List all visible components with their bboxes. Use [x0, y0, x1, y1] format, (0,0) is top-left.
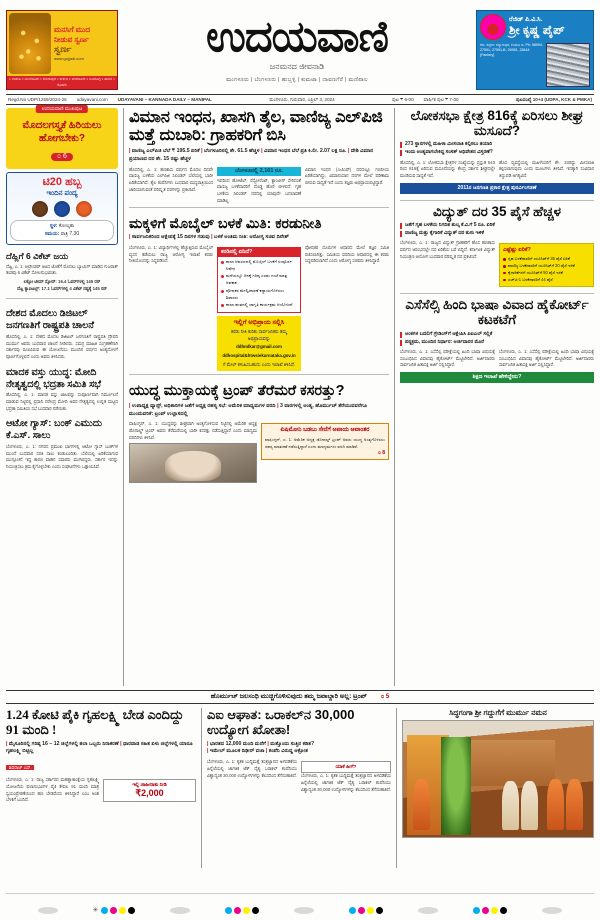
newspaper-editions: ಮಂಗಳೂರು | ಬೆಂಗಳೂರು | ಹುಬ್ಬಳ್ಳಿ | ಕುಮಟಾ | ದಾವಣಗೆರೆ | ಮಣಿಪಾಲ: [226, 77, 368, 83]
mid3-body-1: ವಾಷಿಂಗ್ಟನ್, ಎ. 1: ಯುದ್ಧವನ್ನು ಶೀಘ್ರವಾಗಿ ಅಂತ್ಯಗೊಳಿಸುವ ನಿಟ್ಟಿನಲ್ಲಿ ಅಮೆರಿಕ ಅಧ್ಯಕ್ಷ ಡೊನಾಲ್ಡ್ ಟ್ರಂಪ್ ಅವರು ತೆರೆಮರೆಯಲ್ಲಿ ಭಾರೀ ಕಸರತ್ತು ನಡೆಸುತ್ತಿದ್ದಾರೆ ಎಂದು ಮಾಧ್ಯಮ ವರದಿಗಳು ತಿಳಿಸಿವೆ.: [129, 421, 257, 440]
right-story-1-bullets: [400, 141, 594, 157]
mid2-sub-2: ಬಳಕೆ ಅಂತಿಮ ನೀತಿ: ಆರೋಗ್ಯ ಸಚಿವ ದಿನೇಶ್: [213, 234, 290, 241]
lead-sub-2: ಬೆಂಗಳೂರಿನಲ್ಲಿ ಶೇ. 61.5 ಹೆಚ್ಚಳ: [204, 147, 260, 154]
classified-ad-box[interactable]: [103, 779, 196, 802]
yellow-dot-icon: [367, 907, 374, 914]
cyan-dot-icon: [349, 907, 356, 914]
lead-price-tag: ಬೆಂಗಳೂರಲ್ಲಿ 2,161 ರೂ.: [217, 167, 301, 176]
mid-story-3-headline: ಯುದ್ಧ ಮುಕ್ತಾಯಕ್ಕೆ ಟ್ರಂಪ್ ತೆರೆಮರೆ ಕಸರತ್ತು?: [129, 383, 345, 400]
photo-figure-dignitary: [502, 781, 519, 830]
left-story-3-headline: ಮಾದಕ ವಸ್ತು ಯುದ್ಧ: ಮೋದಿ ನೇತೃತ್ವದಲ್ಲಿ ಭದ್ರತಾ ಸಮಿತಿ ಸಭೆ: [6, 366, 102, 390]
left-column: [6, 108, 118, 686]
mid-story-2-subheads: | ಸಾರ್ವಜನಿಕರಿಂದ ಆಕ್ಷೇಪಕ್ಕೆ 15 ದಿನಗಳ ಗಡುವು | ಬಳಕೆ ಅಂತಿಮ ನೀತಿ: ಆರೋಗ್ಯ ಸಚಿವ ದಿನೇಶ್: [129, 234, 290, 241]
place-date: ಮಂಗಳೂರು, ಗುರುವಾರ, ಎಪ್ರಿಲ್ 3, 2024: [269, 97, 335, 102]
photo-figure-monk-1: [547, 779, 564, 830]
bottom-story-1-byline: ಶಿವರಾಜ್ ಎಸ್.: [6, 765, 34, 770]
r3-body-1: ಬೆಂಗಳೂರು, ಎ. 1: ಎಸೆಸೆಲ್ಸಿ ಪರೀಕ್ಷೆಯಲ್ಲಿ ಹಿಂದಿ ಭಾಷಾ ವಿಷಯಕ್ಕೆ ಸಂಬಂಧಿಸಿದ ವಿವಾದವು ಹೈಕೋರ್ಟ್ ಮೆಟ್ಟಿಲೇರಿದೆ. ಅರ್ಜಿದಾರರು ಸಾರ್ವಜನಿಕ ಹಿತಾಸಕ್ತಿ ಅರ್ಜಿ ಸಲ್ಲಿಸಿದ್ದಾರೆ.: [400, 349, 495, 368]
promo-headline: ಮೊದಲಗಸ್ತ್ಯಕೆ ಹಿರಿಯಲು ಹೋಗಬೇಕು?: [22, 120, 102, 144]
left-story-1-sub2: ದೆಹ್ಲಿ ಕ್ಯಾಪಿಟಲ್ಸ್: 17.1 ಓವರ್‌ಗಳಲ್ಲಿ 4 ವಿಕೆಟ್ ನಷ್ಟಕ್ಕೆ 145 ರನ್: [17, 285, 107, 291]
info-bar: [6, 94, 594, 105]
draft-item: ಪೋಷಕರ ಮೇಲ್ವಿಚಾರಣೆ ಕಡ್ಡಾಯಗೊಳಿಸಲು ಶಿಫಾರಸು: [221, 288, 297, 301]
lead-body-1: ಹೊಸದಿಲ್ಲಿ, ಎ. 1: ಹಣಕಾಸು ವರ್ಷದ ಮೊದಲ ದಿನವೇ ವಾಣಿಜ್ಯ ಬಳಕೆಯ ಎಲ್‌ಪಿಜಿ ಸಿಲಿಂಡರ್ ಬೆಲೆಯಲ್ಲಿ ಭಾರೀ ಏರಿಕೆಯಾಗಿದೆ. ತೈಲ ಕಂಪೆನಿಗಳು ಬುಧವಾರ ಮಧ್ಯರಾತ್ರಿಯಿಂದ ಜಾರಿಯಾಗುವಂತೆ ಪರಿಷ್ಕೃತ ದರಗಳನ್ನು ಪ್ರಕಟಿಸಿವೆ.: [129, 166, 213, 192]
registration-oval-icon: [418, 907, 438, 914]
bottom-story-1[interactable]: [6, 708, 196, 868]
r3-body-2: ಬೆಂಗಳೂರು, ಎ. 1: ಎಸೆಸೆಲ್ಸಿ ಪರೀಕ್ಷೆಯಲ್ಲಿ ಹಿಂದಿ ಭಾಷಾ ವಿಷಯಕ್ಕೆ ಸಂಬಂಧಿಸಿದ ವಿವಾದವು ಹೈಕೋರ್ಟ್ ಮೆಟ್ಟಿಲೇರಿದೆ. ಅರ್ಜಿದಾರರು ಸಾರ್ವಜನಿಕ ಹಿತಾಸಕ್ತಿ ಅರ್ಜಿ ಸಲ್ಲಿಸಿದ್ದಾರೆ.: [499, 349, 594, 368]
divider: [129, 207, 389, 208]
mid-story-3[interactable]: [129, 378, 389, 485]
bottom-story-2[interactable]: [201, 708, 391, 868]
tariff-box-title: ಎಷ್ಟೆಷ್ಟು ಏರಿಕೆ?: [503, 247, 531, 254]
right-story-3-bullets: [400, 331, 594, 347]
mid3-sub-2: 3 ವಾರಗಳಲ್ಲಿ ಅಂತ್ಯ, ಹೊರ್ಮುಚ್ ತೆರೆಯುವವರೆಗೂ ಮುಂದುವರಿಕೆ: ಟ್ರಂಪ್ ಉಲ್ಲಾಸದಲ್ಲಿ: [129, 402, 368, 417]
mid3-sub-1: ಉಪಾಧ್ಯಕ್ಷ ವ್ಯಾನ್ಸ್, ಅಧಿಕಾರಿಗಳ ಜತೆಗೆ ಅಧ್ಯಕ್ಷ ರಹಸ್ಯ ಸಭೆ: ಅಮೆರಿಕ ಮಾಧ್ಯಮಗಳ ವರದಿ: [131, 402, 276, 409]
t20-title: ಟಿ20 ಹಬ್ಬ: [42, 176, 82, 188]
trump-portrait-photo: [129, 443, 257, 483]
tariff-item: ಗೃಹ ಬಳಕೆದಾರರಿಗೆ ಯೂನಿಟ್‌ಗೆ 35 ಪೈಸೆ ಏರಿಕೆ: [503, 256, 590, 263]
masthead: [6, 4, 594, 90]
lead-story-columns: [129, 167, 389, 205]
side-story-page: ೦ 8: [378, 450, 385, 457]
photo-figure-guest: [521, 781, 538, 830]
main-content-grid: [6, 108, 594, 686]
lead-sub-3: ವಿಮಾನ ಇಂಧನ ಬೆಲೆ ಪ್ರತಿ ಕಿ.ಲೀ. 2.07 ಲಕ್ಷ ರೂ.: [263, 147, 347, 154]
left-story-3[interactable]: [6, 364, 118, 413]
divider: [129, 374, 389, 375]
photo-figure-saint: [413, 779, 430, 830]
mid2-sub-1: ಸಾರ್ವಜನಿಕರಿಂದ ಆಕ್ಷೇಪಕ್ಕೆ 15 ದಿನಗಳ ಗಡುವು: [131, 234, 210, 241]
t20-venue-label: ಸ್ಥಳ:: [49, 223, 58, 229]
feedback-note: ಗೆ ಮೇಲ್ ಕಳುಹಿಸಬಹುದು ಎಂದು ಇಲಾಖೆ ತಿಳಿಸಿದೆ.: [222, 361, 296, 367]
team-logo-3-icon: [76, 201, 92, 217]
bottom-story-2-headline: ಎಐ ಆಘಾತ: ಒರಾಕಲ್‌ನ 30,000 ಉದ್ಯೋಗ ಖೋತಾ!: [207, 707, 355, 737]
promo-page-number: ೦ 6: [51, 153, 73, 161]
right-story-2-bullets: [400, 222, 594, 238]
tariff-list: [503, 256, 590, 283]
b2-body-2: ಬೆಂಗಳೂರು, ಎ. 1: ಕೃತಕ ಬುದ್ಧಿಮತ್ತೆ ತಂತ್ರಜ್ಞಾನದ ಅಳವಡಿಕೆಯ ಹಿನ್ನೆಲೆಯಲ್ಲಿ ಜಾಗತಿಕ ಟೆಕ್ ದೈತ್ಯ ಒರಾಕಲ್ ಕಂಪೆನಿಯು ವಿಶ್ವಾದ್ಯಂತ 30,000 ಉದ್ಯೋಗಿಗಳನ್ನು ಕೆಲಸದಿಂದ ತೆಗೆದುಹಾಕಿದೆ.: [301, 773, 391, 792]
right-column: [394, 108, 594, 686]
r3-sub-2: ಪಠ್ಯಕ್ರಮ, ಮುಂದಿನ ನಿರ್ಧಾರ: ಅರ್ಜಿದಾರರ ಮೊರೆ: [400, 339, 594, 346]
right-story-3-headline: ಎಸೆಸೆಲ್ಸಿ ಹಿಂದಿ ಭಾಷಾ ವಿವಾದ ಹೈಕೋರ್ಟ್ ಕಟಕಟೆಗೆ: [405, 297, 589, 328]
right-story-3[interactable]: [400, 297, 594, 383]
r1-body-2: ಹೊಸ ವ್ಯವಸ್ಥೆಯಲ್ಲಿ ಮಹಿಳೆಯರಿಗೆ ಶೇ. 33ರಷ್ಟು ಮೀಸಲಾತಿ ಕಲ್ಪಿಸಲಾಗುವುದು ಎಂದು ಮೂಲಗಳು ತಿಳಿಸಿವೆ. ಇದಕ್ಕಾಗಿ ಸಂವಿಧಾನ ತಿದ್ದುಪಡಿ ಅಗತ್ಯವಿದೆ.: [499, 159, 594, 179]
b1-sub-2: ಧಾರವಾಡ ಸಹಿತ ಏಳು ಜಿಲ್ಲೆಗಳಲ್ಲಿ ಯಾರೂ ಗೃಹಲಕ್ಷ್ಮಿ ಬಿಟ್ಟಿಲ್ಲ: [6, 740, 193, 755]
feedback-title: ಇಲ್ಲಿಗೆ ಅಭಿಪ್ರಾಯ ಸಲ್ಲಿಸಿ: [233, 319, 285, 327]
ad-right-address: ರೆಜಿ. ಕಚ್ಚೇರಿ: ಕಲ್ಯಾಣಪುರ, ಉಡುಪಿ ಜಿ. Ph: 98994-27591, 27591-B, 26981, 28444 (Factory): [480, 43, 544, 57]
magenta-dot-icon: [358, 907, 365, 914]
b2-sub-3: ಇಮೇಲ್ ಮೂಲಕ ದಿಢೀರ್ ವಜಾ: [209, 748, 265, 755]
draft-policy-list: [218, 257, 300, 312]
ad-left-line2: ನೀಡುವ ಸ್ವರ್ಣ: [54, 34, 89, 44]
mid-story-3-subheads: | ಉಪಾಧ್ಯಕ್ಷ ವ್ಯಾನ್ಸ್, ಅಧಿಕಾರಿಗಳ ಜತೆಗೆ ಅಧ್ಯಕ್ಷ ರಹಸ್ಯ ಸಭೆ: ಅಮೆರಿಕ ಮಾಧ್ಯಮಗಳ ವರದಿ | 3 ವಾರಗಳಲ್ಲಿ ಅಂತ್ಯ, ಹೊರ್ಮುಚ್ ತೆರೆಯುವವರೆಗೂ ಮುಂದುವರಿಕೆ: ಟ್ರಂಪ್ ಉಲ್ಲಾಸದಲ್ಲಿ: [129, 402, 368, 417]
feedback-email-1[interactable]: ddhmlkar@gmail.com: [236, 344, 282, 350]
newspaper-tagline: ಜನಮನದ ಜೀವನಾಡಿ: [269, 62, 325, 71]
right-story-2[interactable]: [400, 204, 594, 291]
mid-story-2[interactable]: [129, 211, 389, 371]
t20-match-box[interactable]: [6, 172, 118, 245]
magenta-dot-icon: [234, 907, 241, 914]
lead-story-headline: ವಿಮಾನ ಇಂಧನ, ಖಾಸಗಿ ತೈಲ, ವಾಣಿಜ್ಯ ಎಲ್‌ಪಿಜಿ ಮತ್ತೆ ದುಬಾರಿ: ಗ್ರಾಹಕರಿಗೆ ಬಿಸಿ: [129, 108, 383, 145]
right-story-1[interactable]: [400, 108, 594, 197]
lead-body-3: ವಿಮಾನ ಇಂಧನ (ಎಟಿಎಫ್) ದರದಲ್ಲೂ ಗಣನೀಯ ಏರಿಕೆಯಾಗಿದ್ದು, ವಿಮಾನಯಾನ ದರಗಳ ಮೇಲೆ ಪರಿಣಾಮ ಬೀರುವ ಸಾಧ್ಯತೆ ಇದೆ ಎಂದು ತಜ್ಞರು ಅಭಿಪ್ರಾಯಪಟ್ಟಿದ್ದಾರೆ.: [305, 166, 389, 185]
mid-story-2-columns: [129, 245, 389, 371]
cyan-dot-icon: [101, 907, 108, 914]
ad-right-line2: ಶ್ರೀ ಕೃಷ್ಣ ಪೈಪ್: [509, 23, 565, 38]
newspaper-logo: ಉದಯವಾಣಿ: [206, 14, 388, 61]
r1-body-1: ಹೊಸದಿಲ್ಲಿ, ಎ. 1: ಲೋಕಸಭಾ ಕ್ಷೇತ್ರಗಳ ಸಂಖ್ಯೆಯನ್ನು ಪ್ರಸ್ತುತ 543 ರಿಂದ 816ಕ್ಕೆ ಏರಿಸುವ ಮಸೂದೆಯನ್ನು ಕೇಂದ್ರ ಸರ್ಕಾರ ಶೀಘ್ರದಲ್ಲೇ ಮಂಡಿಸುವ ಸಾಧ್ಯತೆ ಇದೆ.: [400, 159, 495, 179]
lead-body-2: ಇದರಿಂದ ಹೋಟೆಲ್, ರೆಸ್ಟೋರೆಂಟ್, ಕ್ಯಾಂಟೀನ್ ಸೇರಿದಂತೆ ವಾಣಿಜ್ಯ ಬಳಕೆದಾರರಿಗೆ ದೊಡ್ಡ ಹೊರೆ ಬೀಳಲಿದೆ. ಗೃಹ ಬಳಕೆಯ ಸಿಲಿಂಡರ್ ದರದಲ್ಲಿ ಯಾವುದೇ ಬದಲಾವಣೆ ಮಾಡಿಲ್ಲ.: [217, 177, 301, 203]
ad-left-content: [7, 11, 117, 76]
b2-sub-4: ಕಂಪೆನಿ ವಿರುದ್ಧ ಆಕ್ರೋಶ: [268, 748, 309, 755]
yellow-dot-icon: [119, 907, 126, 914]
r1-sub-2: ಇಂದು ಅಂತ್ಯವಾಗಬೇಕಿದ್ದ ಸಂಸತ್ ಅಧಿವೇಶನ ವಿಸ್ತರಣೆ?: [400, 149, 594, 156]
cmyk-dots-group-4: [473, 907, 507, 914]
left-story-1-body: ದೆಹ್ಲಿ, ಎ. 1: ಆಲ್ರೌಂಡರ್ ಆಟದ ಜೊತೆಗೆ ಮೊದಲು ಬ್ಯಾಟಿಂಗ್ ಮಾಡಿದ ಗುಜರಾತ್ ತಂಡವು 6 ವಿಕೆಟ್ ಸೋಲನುಭವಿಸಿತು.: [6, 263, 118, 276]
tariff-item: ಎಚ್‌ಟಿ-1 ಬಳಕೆದಾರರಿಗೆ 44 ಪೈಸೆ: [503, 277, 590, 284]
divider: [400, 293, 594, 294]
r2-sub-1: ಜತೆಗೆ ಗೃಹ ಬಳಕೆಯ ನಿಗದಿತ ಶುಲ್ಕ ಕೆ.ವಿ.ಗೆ 5 ರೂ. ಏರಿಕೆ: [400, 222, 594, 229]
why-box: [301, 761, 391, 773]
t20-subtitle: ಇಂದಿನ ಪಂದ್ಯ: [46, 190, 78, 197]
census-note-box: 2011ರ ಜನಗಣತಿ ಪ್ರಕಾರ ಕ್ಷೇತ್ರ ಪುನರ್ವಿಂಗಡಣೆ: [400, 183, 594, 194]
side-story-box[interactable]: [261, 423, 389, 460]
mid2-body-2: ಪೋಷಕರ ದೂರುಗಳ ಆಧಾರದ ಮೇಲೆ ತಜ್ಞರ ಸಮಿತಿ ರಚಿಸಲಾಗಿತ್ತು. ಸಮಿತಿಯ ವರದಿಯ ಆಧಾರದಲ್ಲಿ ಈ ಕರಡು ಸಿದ್ಧಪಡಿಸಲಾಗಿದೆ ಎಂದು ಆರೋಗ್ಯ ಸಚಿವರು ತಿಳಿಸಿದ್ದಾರೆ.: [305, 245, 389, 264]
bottom-story-1-subheads: | ಮೈಸೂರಿನಲ್ಲಿ ಗರಿಷ್ಠ 16 – 12 ಜಿಲ್ಲೆಗಳಲ್ಲಿ ತಲಾ ಒಬ್ಬರು ನಿರಾಕರಣೆ | ಧಾರವಾಡ ಸಹಿತ ಏಳು ಜಿಲ್ಲೆಗಳಲ್ಲಿ ಯಾರೂ ಗೃಹಲಕ್ಷ್ಮಿ ಬಿಟ್ಟಿಲ್ಲ: [6, 740, 193, 755]
photo-floral-decor: [441, 737, 471, 834]
lead-sub-4: ದೇಶಿ ವಿಮಾನ ಪ್ರಯಾಣದ ದರ ಶೇ. 15 ರಷ್ಟು ಹೆಚ್ಚಳ: [129, 147, 374, 162]
photo-figure-monk-2: [566, 779, 583, 830]
left-story-1-headline: ದೆಹ್ಲಿಗೆ 6 ವಿಕೆಟ್ ಜಯ: [6, 251, 69, 261]
t20-team-logos: [10, 201, 114, 217]
tariff-item: ವಾಣಿಜ್ಯ ಬಳಕೆದಾರರಿಗೆ ಯೂನಿಟ್‌ಗೆ 20 ಪೈಸೆ ಇಳಿಕೆ: [503, 263, 590, 270]
annual-price: ವಾರ್ಷಿಕ ಪುಟ ₹ 7-00: [423, 97, 459, 102]
bottom-story-1-headline: 1.24 ಕೋಟಿ ಪೈಕಿ ಗೃಹಲಕ್ಷ್ಮಿ ಬೇಡ ಎಂದಿದ್ದು 91 ಮಂದಿ !: [6, 707, 184, 737]
promo-ribbon: ಉದಯವಾಣಿ ಮುಖಪುಟ: [36, 105, 88, 113]
registration-marks-bar: [0, 906, 600, 914]
mid-story-3-columns: [129, 421, 389, 485]
team-logo-1-icon: [32, 201, 48, 217]
registration-number: Regd.No UDP/1259/2024-26: [8, 97, 67, 102]
mid-story-2-headline: ಮಕ್ಕಳಿಗೆ ಮೊಬೈಲ್ ಬಳಕೆ ಮಿತಿ: ಕರಡುನೀತಿ: [129, 215, 322, 232]
magenta-dot-icon: [482, 907, 489, 914]
cmyk-dots-group-3: [349, 907, 383, 914]
b2-body: ಬೆಂಗಳೂರು, ಎ. 1: ಕೃತಕ ಬುದ್ಧಿಮತ್ತೆ ತಂತ್ರಜ್ಞಾನದ ಅಳವಡಿಕೆಯ ಹಿನ್ನೆಲೆಯಲ್ಲಿ ಜಾಗತಿಕ ಟೆಕ್ ದೈತ್ಯ ಒರಾಕಲ್ ಕಂಪೆನಿಯು ವಿಶ್ವಾದ್ಯಂತ 30,000 ಉದ್ಯೋಗಿಗಳನ್ನು ಕೆಲಸದಿಂದ ತೆಗೆದುಹಾಕಿದೆ.: [207, 759, 297, 778]
tariff-item: ಕೈಗಾರಿಕೆಗಳಿಗೆ ಯೂನಿಟ್‌ಗೆ 50 ಪೈಸೆ ಇಳಿಕೆ: [503, 270, 590, 277]
feedback-box: [217, 316, 301, 371]
black-dot-icon: [376, 907, 383, 914]
ad-box-title: ಇಲ್ಲಿ ಜಾಹೀರಾತು ನೀಡಿ: [132, 783, 167, 789]
masthead-ad-left[interactable]: [6, 10, 118, 90]
cmyk-dots-group-2: [225, 907, 259, 914]
feedback-email-2[interactable]: ddhospital&htwsiekarnataka.gov.in: [222, 352, 296, 358]
bottom-photo-block[interactable]: [396, 708, 594, 868]
bottom-section: [6, 708, 594, 868]
t20-match-meta: [10, 220, 114, 241]
masthead-ad-right[interactable]: [476, 10, 594, 90]
why-box-title: ಯಾಕೆ ಹೀಗೆ?: [335, 765, 357, 771]
left-story-4-body: ಬೆಂಗಳೂರು, ಎ. 1: ನಗರದ ಪ್ರಮುಖ ಭಾಗಗಳಲ್ಲಿ ಆಟೋ ಗ್ಯಾಸ್ ಬಂಕ್‌ಗಳ ಮುಂದೆ ಬುಧವಾರ ಸರತಿ ಸಾಲು ಕಂಡುಬಂದಿತು. ಬೆಲೆಯಲ್ಲಿ ಏರಿಕೆಯಾಗುವ ಮುನ್ಸೂಚನೆ ಇದ್ದ ಕಾರಣ ವಾಹನ ಸವಾರರು ಮುಗಿಬಿದ್ದರು. ಸರ್ಕಾರ ಇದನ್ನು ನಿಯಂತ್ರಿಸಲು ಕ್ರಮ ಕೈಗೊಳ್ಳಬೇಕು ಎಂದು ಸಂಘಟನೆಗಳು ಒತ್ತಾಯಿಸಿವೆ.: [6, 444, 118, 470]
center-column: [123, 108, 389, 686]
r1-sub-1: 273 ಸ್ಥಾನಗಳಲ್ಲಿ ಮಹಿಳಾ ಮೀಸಲಾತಿ ಕಲ್ಪಿಸಲು ತಯಾರಿ: [400, 141, 594, 148]
right-story-1-headline: ಲೋಕಸಭಾ ಕ್ಷೇತ್ರ 816ಕ್ಕೆ ಏರಿಸಲು ಶೀಘ್ರ ಮಸೂದೆ?: [410, 108, 584, 139]
team-logo-2-icon: [54, 201, 70, 217]
gold-jewellery-image: [9, 13, 51, 74]
lead-story-subheads: | ವಾಣಿಜ್ಯ ಎಲ್‌ಪಿಜಿ ಬೆಲೆ ₹ 195.5 ಏರಿಕೆ | ಬೆಂಗಳೂರಿನಲ್ಲಿ ಶೇ. 61.5 ಹೆಚ್ಚಳ | ವಿಮಾನ ಇಂಧನ ಬೆಲೆ ಪ್ರತಿ ಕಿ.ಲೀ. 2.07 ಲಕ್ಷ ರೂ. | ದೇಶಿ ವಿಮಾನ ಪ್ರಯಾಣದ ದರ ಶೇ. 15 ರಷ್ಟು ಹೆಚ್ಚಳ: [129, 147, 374, 162]
ad-left-cities: • ಉಡುಪಿ • ಮಂಗಳೂರು • ಕುಂದಾಪುರ • ಕಾರ್ಕಳ • ಬೆಂಗಳೂರು • ಶಿವಮೊಗ್ಗ • ಹಾಸನ • ಕೊಡಗು: [7, 76, 117, 89]
footer-divider: [6, 893, 594, 894]
pipes-product-image: [546, 43, 590, 87]
divider: [6, 298, 118, 299]
black-dot-icon: [128, 907, 135, 914]
left-story-3-body: ಹೊಸದಿಲ್ಲಿ, ಎ. 1: ಮಾದಕ ವಸ್ತು ಜಾಲವನ್ನು ಸಂಪೂರ್ಣವಾಗಿ ನಿರ್ಮೂಲನೆ ಮಾಡುವ ನಿಟ್ಟಿನಲ್ಲಿ ಪ್ರಧಾನಿ ನರೇಂದ್ರ ಮೋದಿ ಅವರ ನೇತೃತ್ವದಲ್ಲಿ ಉನ್ನತ ಮಟ್ಟದ ಭದ್ರತಾ ಸಮಿತಿಯ ಸಭೆ ಬುಧವಾರ ನಡೆಯಿತು.: [6, 392, 118, 411]
photo-caption: ಸಿದ್ಧಗಂಗಾ ಶ್ರೀ ಗದ್ದುಗೆಗೆ ಮುರ್ಮು ನಮನ: [449, 708, 547, 717]
draft-policy-title: ಕರಡಿನಲ್ಲಿ ಏನಿದೆ?: [218, 248, 300, 257]
side-story-title: ಏಷಿಮೋನಿ ಬಡಬು ಸೇನೆಗೆ ಅಪಾಯ ಆವಾಂತರ: [280, 427, 370, 434]
t20-time-label: ಸಮಯ:: [44, 230, 60, 237]
yellow-dot-icon: [491, 907, 498, 914]
ceremony-photo: [402, 720, 594, 838]
ad-left-url[interactable]: www.gujjadi.com: [54, 55, 84, 61]
left-story-2[interactable]: [6, 305, 118, 360]
lead-story[interactable]: [129, 108, 389, 204]
education-dept-box: ಶಿಕ್ಷಣ ಇಲಾಖೆ ಹೇಳಿದ್ದೇನು?: [400, 372, 594, 383]
r2-body-1: ಬೆಂಗಳೂರು, ಎ. 1: ರಾಜ್ಯದ ವಿದ್ಯುತ್ ಗ್ರಾಹಕರಿಗೆ ಹೊಸ ಹಣಕಾಸು ವರ್ಷದ ಆರಂಭದಲ್ಲೇ ದರ ಏರಿಕೆಯ ಬರೆ ಬಿದ್ದಿದೆ. ಕರ್ನಾಟಕ ವಿದ್ಯುತ್ ನಿಯಂತ್ರಣ ಆಯೋಗ ಬುಧವಾರ ಪರಿಷ್ಕೃತ ದರ ಪ್ರಕಟಿಸಿದೆ.: [400, 240, 495, 259]
registration-oval-icon: [38, 907, 58, 914]
photo-stage: [471, 740, 555, 786]
bottom-story-2-subheads: | ಭಾರತದ 12,000 ಮಂದಿ ಮನೆಗೆ | ಮತ್ತೊಂದು ಸುತ್ತಿನ ಕಡಿತ? | ಇಮೇಲ್ ಮೂಲಕ ದಿಢೀರ್ ವಜಾ | ಕಂಪೆನಿ ವಿರುದ್ಧ ಆಕ್ರೋಶ: [207, 740, 315, 755]
black-dot-icon: [252, 907, 259, 914]
promo-teaser[interactable]: [6, 108, 118, 169]
cyan-dot-icon: [473, 907, 480, 914]
deity-logo-icon: [480, 14, 506, 40]
r2-sub-2: ವಾಣಿಜ್ಯ ಮತ್ತು ಕೈಗಾರಿಕೆ ವಿದ್ಯುತ್ ದರ ತುಸು ಇಳಿಕೆ: [400, 230, 594, 237]
masthead-center: [122, 10, 472, 90]
registration-oval-icon: [542, 907, 562, 914]
left-story-4-headline: ಆಟೋ ಗ್ಯಾಸ್: ಬಂಕ್ ಎಮುದು ಕೆ.ಎಸ್. ಸಾಲು: [6, 418, 102, 442]
b2-sub-2: ಮತ್ತೊಂದು ಸುತ್ತಿನ ಕಡಿತ?: [270, 740, 315, 747]
registration-oval-icon: [170, 907, 190, 914]
draft-item: ಶಾಲಾ ಆವರಣದಲ್ಲಿ ಮೊಬೈಲ್ ಬಳಕೆಗೆ ಸಂಪೂರ್ಣ ನಿಷೇಧ: [221, 259, 297, 272]
left-story-1[interactable]: [6, 248, 118, 292]
b1-sub-1: ಮೈಸೂರಿನಲ್ಲಿ ಗರಿಷ್ಠ 16 – 12 ಜಿಲ್ಲೆಗಳಲ್ಲಿ ತಲಾ ಒಬ್ಬರು ನಿರಾಕರಣೆ: [8, 740, 119, 747]
ad-left-line1: ಮನಸಿಗೆ ಮುದ: [54, 25, 91, 35]
left-story-2-headline: ದೇಶದ ಮೊದಲು ಡಿಜಿಟಲ್ ಜನಗಣತಿಗೆ ರಾಷ್ಟ್ರಪತಿ ಚಾಲನೆ: [6, 308, 94, 332]
b1-body: ಬೆಂಗಳೂರು, ಎ. 1: ರಾಜ್ಯ ಸರ್ಕಾರದ ಮಹತ್ವಾಕಾಂಕ್ಷೆಯ ಗೃಹಲಕ್ಷ್ಮಿ ಯೋಜನೆಯ ಫಲಾನುಭವಿಗಳ ಪೈಕಿ ಕೇವಲ 91 ಮಂದಿ ಮಾತ್ರ ಸ್ವಯಂಪ್ರೇರಣೆಯಿಂದ ಹಣ ಬೇಡವೆಂದು ತಿಳಿಸಿದ್ದಾರೆ ಎಂಬ ಅಂಶ ಬೆಳಕಿಗೆ ಬಂದಿದೆ.: [6, 777, 99, 803]
volume-info: ಪುಟಸಂಖ್ಯೆ 10+4 (UDPA, KCK & PMKA): [516, 97, 593, 102]
strip-page: ೦ 5: [380, 693, 390, 700]
ad-right-line1: ರೆಜಿಡ್ ಪಿ.ವಿ.ಸಿ.: [509, 16, 543, 24]
website-url[interactable]: udayavani.com: [76, 97, 108, 102]
ad-left-line3: ಸ್ವರ್ಣ: [54, 43, 72, 54]
tariff-increase-box: [499, 243, 594, 287]
registration-oval-icon: [294, 907, 314, 914]
divider: [400, 200, 594, 201]
t20-time: ರಾತ್ರಿ 7.30: [60, 230, 80, 237]
feedback-text: ಕರಡು ನೀತಿ ಕುರಿತು ಸಾರ್ವಜನಿಕರು ತಮ್ಮ ಅಭಿಪ್ರಾಯವನ್ನು: [231, 329, 287, 341]
side-story-body: ವಾಷಿಂಗ್ಟನ್, ಎ. 1: ಅಮೆರಿಕ ಅಧ್ಯಕ್ಷ ಡೊನಾಲ್ಡ್ ಟ್ರಂಪ್ ಅವರು ಯುದ್ಧ ಅಂತ್ಯಗೊಳಿಸಲು ರಹಸ್ಯ ಮಾತುಕತೆ ನಡೆಸುತ್ತಿದ್ದಾರೆ ಎಂದು ಮಾಧ್ಯಮಗಳು ವರದಿ ಮಾಡಿವೆ.: [265, 436, 385, 449]
magenta-dot-icon: [110, 907, 117, 914]
mid2-body-1: ಬೆಂಗಳೂರು, ಎ. 1: ವಿದ್ಯಾರ್ಥಿಗಳಲ್ಲಿ ಹೆಚ್ಚುತ್ತಿರುವ ಮೊಬೈಲ್ ವ್ಯಸನ ತಡೆಯಲು ರಾಜ್ಯ ಆರೋಗ್ಯ ಇಲಾಖೆ ಕರಡು ನೀತಿಯೊಂದನ್ನು ಸಿದ್ಧಪಡಿಸಿದೆ.: [129, 245, 213, 264]
star-icon: ✳: [92, 907, 99, 914]
right-story-2-headline: ವಿದ್ಯುತ್ ದರ 35 ಪೈಸೆ ಹೆಚ್ಚಳ: [433, 203, 561, 219]
black-dot-icon: [500, 907, 507, 914]
publication-name: UDAYAVANI – KANNADA DAILY – MANIPAL: [117, 97, 212, 102]
cmyk-dots-group-1: [93, 906, 136, 914]
lead-sub-1: ವಾಣಿಜ್ಯ ಎಲ್‌ಪಿಜಿ ಬೆಲೆ ₹ 195.5 ಏರಿಕೆ: [131, 147, 200, 154]
strip-text: ಹೊರ್ಮುಚ್ ಜಲಸಂಧಿ ಮುಚ್ಚಿಗೊಳಿಸುವುದು ತಮ್ಮ ಜವಾಬ್ದಾರಿ ಅಲ್ಲ: ಟ್ರಂಪ್: [210, 693, 367, 700]
ad-box-amount: ₹2,000: [135, 788, 164, 799]
draft-item: ಶಾಲಾ ಹಂತದಲ್ಲಿ ಜಾಗೃತಿ ಕಾರ್ಯಕ್ರಮ ಆಯೋಜನೆ: [221, 302, 297, 309]
draft-item: ಮನೆಯಲ್ಲೂ ದಿನಕ್ಕೆ ಗರಿಷ್ಠ ಎರಡು ಗಂಟೆ ಮಾತ್ರ ಅವಕಾಶ: [221, 273, 297, 286]
page-price: ಪುಟ ₹ 6-00: [392, 97, 414, 102]
left-story-1-sub1: ಲಕ್ನೋ ಟೀಮ್ ಸ್ಕೋರ್: 16.4 ಓವರ್‌ಗಳಲ್ಲಿ 145 ರನ್: [23, 278, 101, 284]
cyan-dot-icon: [225, 907, 232, 914]
yellow-dot-icon: [243, 907, 250, 914]
left-story-2-body: ಹೊಸದಿಲ್ಲಿ, ಎ. 1: ದೇಶದ ಮೊದಲ ಡಿಜಿಟಲ್ ಜನಗಣತಿಗೆ ರಾಷ್ಟ್ರಪತಿ ದ್ರೌಪದಿ ಮುರ್ಮು ಅವರು ಬುಧವಾರ ಚಾಲನೆ ನೀಡಿದರು. ಸಮಗ್ರ ಮಾಹಿತಿ ಸಂಗ್ರಹಣೆಗಾಗಿ ಸರ್ಕಾರವು ರೂಪಿಸಿರುವ ಈ ಯೋಜನೆಯು ಮುಂದಿನ ವರ್ಷದ ಅಂತ್ಯದೊಳಗೆ ಪೂರ್ಣಗೊಳ್ಳಲಿದೆ ಎಂದು ಅವರು ತಿಳಿಸಿದರು.: [6, 334, 118, 359]
left-story-4[interactable]: [6, 415, 118, 470]
draft-policy-box: [217, 247, 301, 313]
r3-sub-1: ಅಂಕಗಳ ಬದಲಿಗೆ ಗ್ರೇಡಿಂಗ್‌ಗೆ ಆಕ್ಷೇಪಿಸಿ ಪಿಐಎಲ್ ಸಲ್ಲಿಕೆ: [400, 331, 594, 338]
highlight-strip[interactable]: [6, 690, 594, 704]
b2-sub-1: ಭಾರತದ 12,000 ಮಂದಿ ಮನೆಗೆ: [209, 740, 266, 747]
t20-venue: ಕೋಲ್ಕತಾ: [58, 223, 75, 229]
